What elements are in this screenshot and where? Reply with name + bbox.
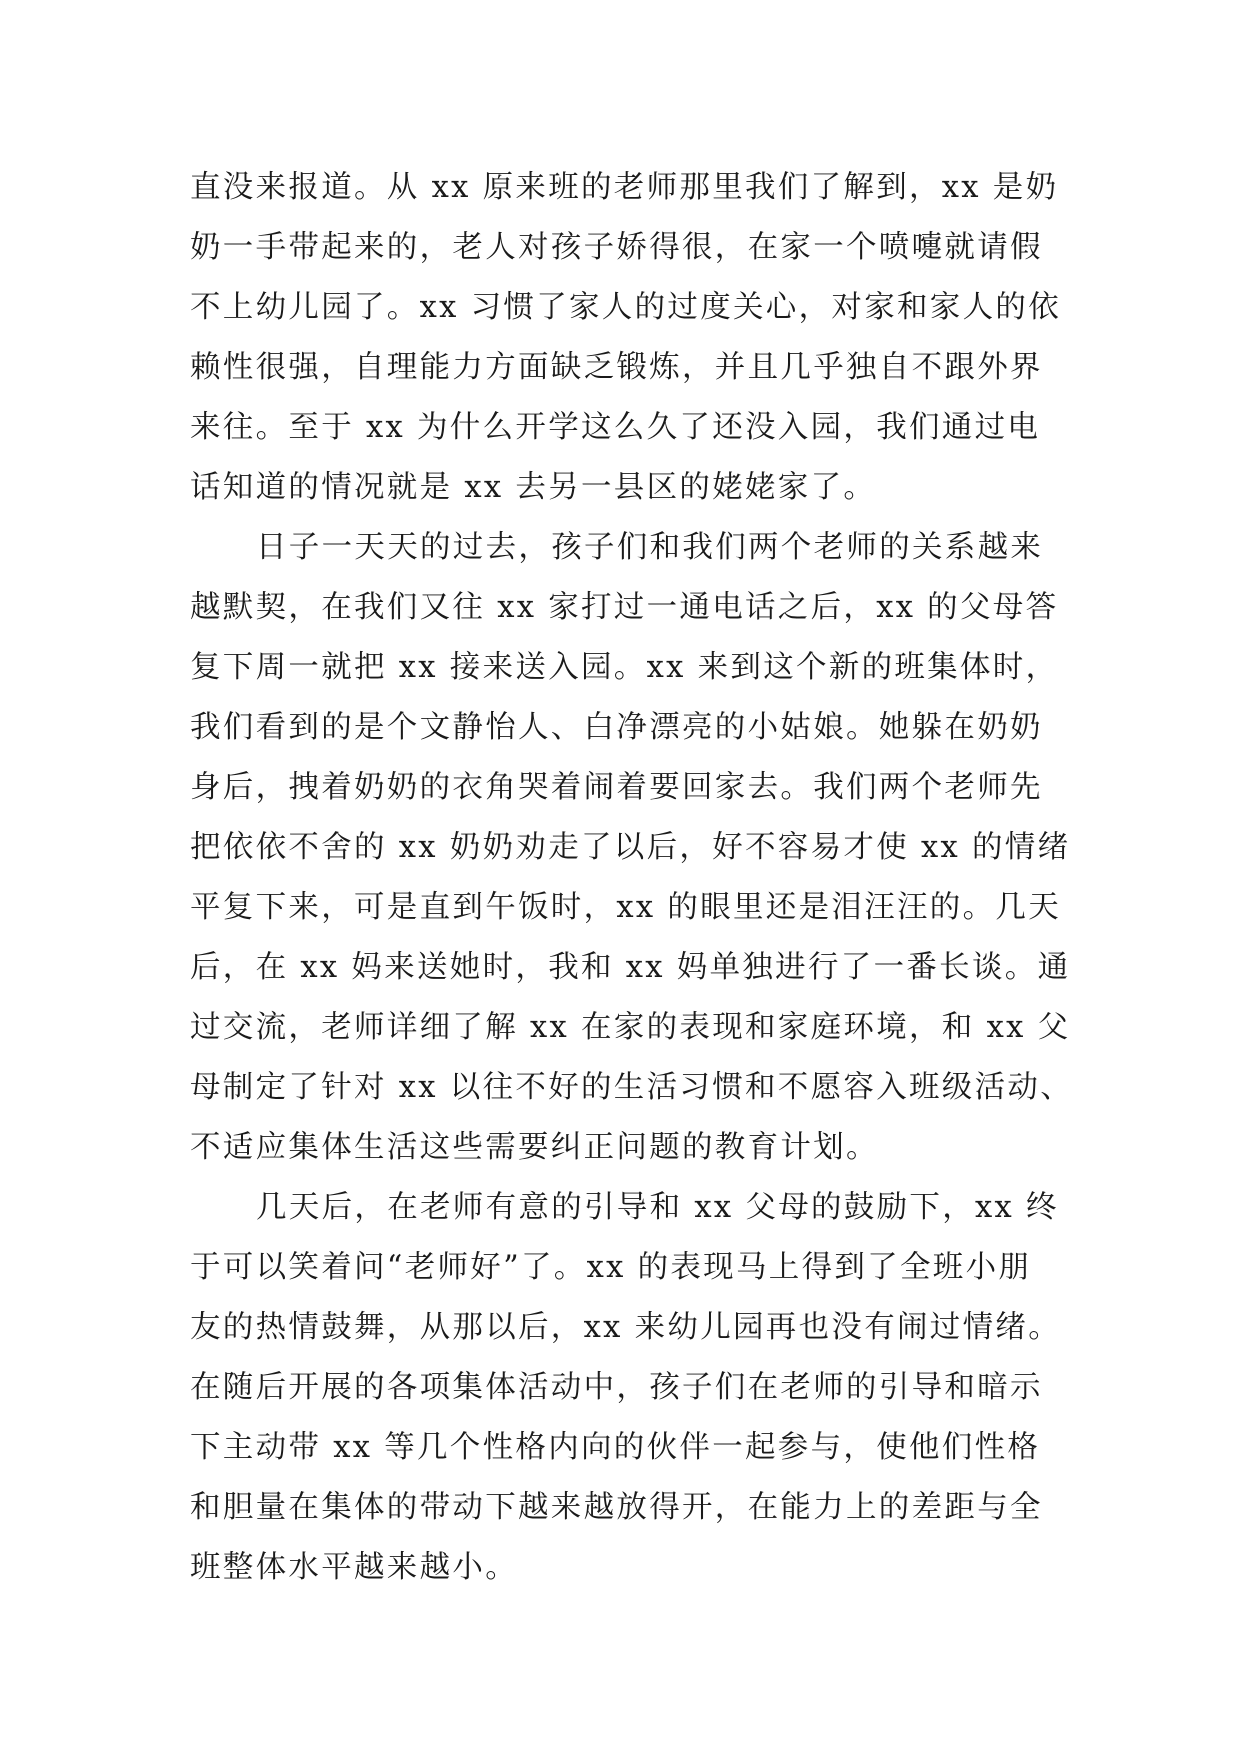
text-line: 直没来报道。从 xx 原来班的老师那里我们了解到，xx 是奶 <box>190 170 1059 205</box>
text-line: 班整体水平越来越小。 <box>190 1550 518 1585</box>
text-line: 友的热情鼓舞，从那以后，xx 来幼儿园再也没有闹过情绪。 <box>190 1310 1061 1345</box>
text-line: 和胆量在集体的带动下越来越放得开，在能力上的差距与全 <box>190 1490 1043 1525</box>
text-line: 在随后开展的各项集体活动中，孩子们在老师的引导和暗示 <box>190 1370 1043 1405</box>
text-line: 下主动带 xx 等几个性格内向的伙伴一起参与，使他们性格 <box>190 1430 1041 1465</box>
body-text <box>190 158 1073 1598</box>
text-line: 奶一手带起来的，老人对孩子娇得很，在家一个喷嚏就请假 <box>190 230 1043 265</box>
text-line: 越默契，在我们又往 xx 家打过一通电话之后，xx 的父母答 <box>190 590 1059 625</box>
text-line: 平复下来，可是直到午饭时，xx 的眼里还是泪汪汪的。几天 <box>190 890 1061 925</box>
text-line: 身后，拽着奶奶的衣角哭着闹着要回家去。我们两个老师先 <box>190 770 1043 805</box>
text-line: 复下周一就把 xx 接来送入园。xx 来到这个新的班集体时， <box>190 650 1059 685</box>
text-line: 来往。至于 xx 为什么开学这么久了还没入园，我们通过电 <box>190 410 1041 445</box>
text-line: 不适应集体生活这些需要纠正问题的教育计划。 <box>190 1130 879 1165</box>
text-line: 话知道的情况就是 xx 去另一县区的姥姥家了。 <box>190 470 877 505</box>
text-line: 把依依不舍的 xx 奶奶劝走了以后，好不容易才使 xx 的情绪 <box>190 830 1071 865</box>
paragraph <box>190 158 1070 518</box>
text-line: 于可以笑着问“老师好”了。xx 的表现马上得到了全班小朋 <box>190 1250 1032 1285</box>
text-line: 后，在 xx 妈来送她时，我和 xx 妈单独进行了一番长谈。通 <box>190 950 1071 985</box>
text-line: 过交流，老师详细了解 xx 在家的表现和家庭环境，和 xx 父 <box>190 1010 1071 1045</box>
text-line: 日子一天天的过去，孩子们和我们两个老师的关系越来 <box>256 530 1044 565</box>
text-line: 几天后，在老师有意的引导和 xx 父母的鼓励下，xx 终 <box>256 1190 1059 1225</box>
paragraph <box>190 518 1073 1178</box>
text-line: 不上幼儿园了。xx 习惯了家人的过度关心，对家和家人的依 <box>190 290 1061 325</box>
paragraph <box>190 1178 1070 1598</box>
text-line: 我们看到的是个文静怡人、白净漂亮的小姑娘。她躲在奶奶 <box>190 710 1043 745</box>
text-line: 母制定了针对 xx 以往不好的生活习惯和不愿容入班级活动、 <box>190 1070 1073 1105</box>
text-line: 赖性很强，自理能力方面缺乏锻炼，并且几乎独自不跟外界 <box>190 350 1043 385</box>
